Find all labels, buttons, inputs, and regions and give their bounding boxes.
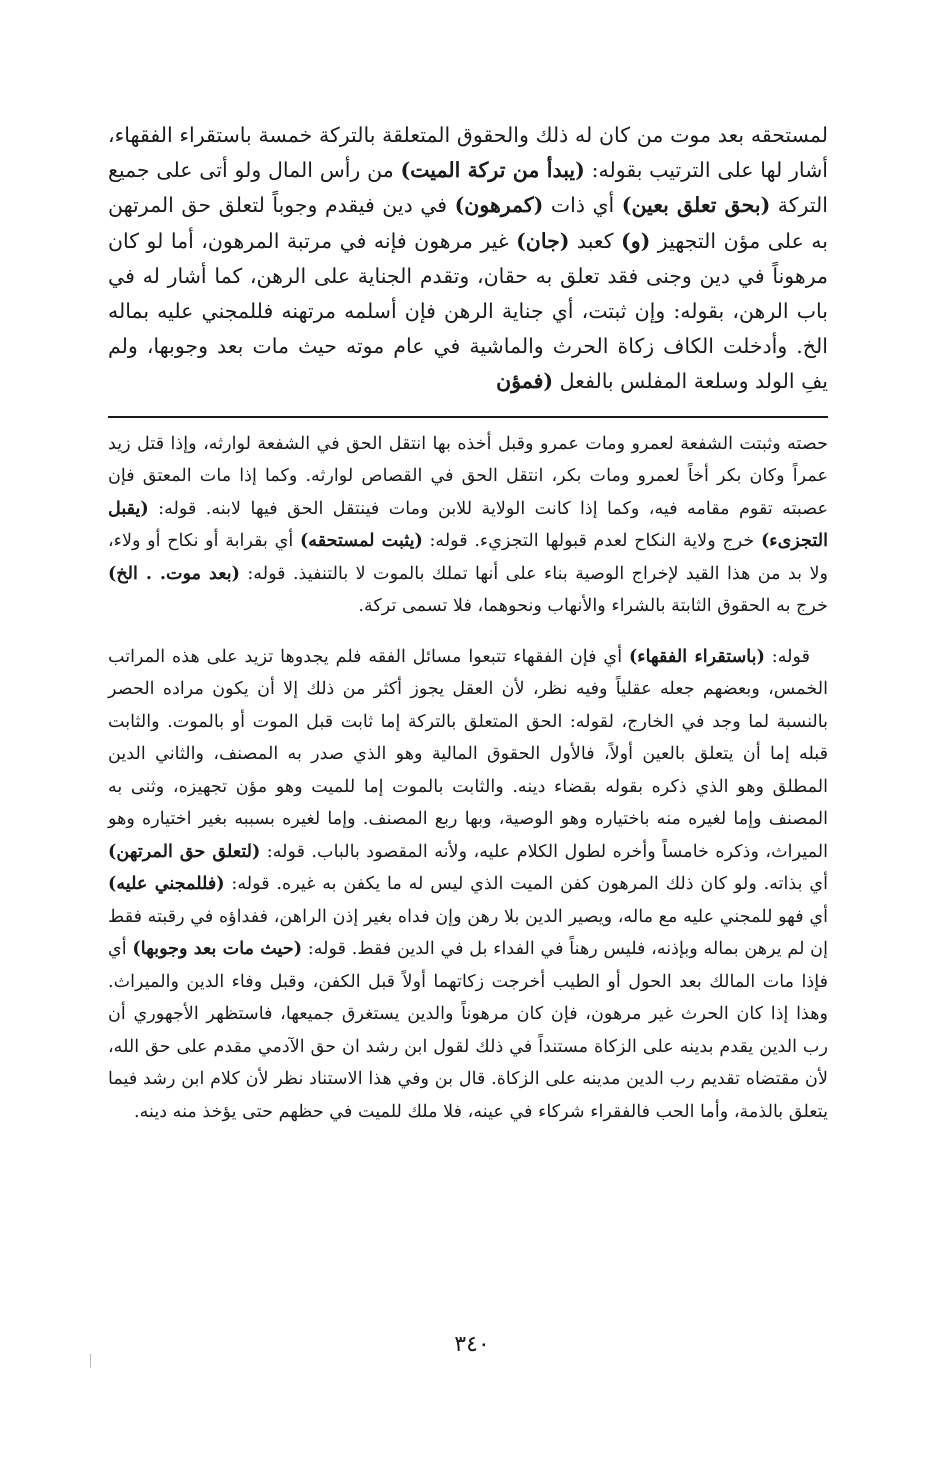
footnote-bold: (يثبت لمستحقه)	[299, 530, 423, 552]
footnote-run: أي فهو للمجني عليه مع ماله، ويصير الدين بلا رهن وإن فداه بغير إذن الراهن، ففداؤه في رقبته فقط إن لم يرهن بماله وبإذنه، فليس رهناً في الفداء بل في الدين فقط. قوله:	[108, 906, 828, 960]
main-text-run: أي ذات	[543, 193, 622, 218]
footnote-bold: (حيث مات بعد وجوبها)	[132, 938, 303, 960]
main-text-bold: (و)	[621, 228, 651, 253]
footnote-run: حصته وثبتت الشفعة لعمرو ومات عمرو وقبل أخذه بها انتقل الحق في الشفعة لوارثه، وإذا قتل زيد عمراً وكان بكر أخاً لعمرو ومات بكر، انتقل الحق في القصاص لوارثه. وكما إذا مات المعتق فإن عصبته تقوم مقامه فيه، وكما إذا كانت الولاية للابن ومات فينتقل الحق فيها لابنه. قوله:	[108, 433, 828, 519]
main-text-bold: (يبدأ من تركة الميت)	[400, 158, 585, 183]
page-content	[108, 118, 828, 1128]
footnote-paragraph-1	[108, 428, 828, 623]
footnote-run: قوله:	[764, 646, 810, 667]
main-text-bold: (فمؤن	[496, 369, 554, 394]
footnote-divider	[108, 416, 828, 418]
main-text-run: غير مرهون فإنه في مرتبة المرهون، أما لو كان مرهوناً في دين وجنى فقد تعلق به حقان، وتقدم الجناية على الرهن، كما أشار له في باب الرهن، بقوله: وإن ثبتت، أي جناية الرهن فإن أسلمه مرتهنه فللمجني عليه بماله الخ. وأدخلت الكاف زكاة الحرث والماشية في عام موته حيث مات بعد وجوبها، ولم يفِ الولد وسلعة المفلس بالفعل	[108, 228, 828, 394]
footnote-run: أي بقرابة أو نكاح أو ولاء، ولا بد من هذا القيد لإخراج الوصية بناء على أنها تملك بالموت لا بالتنفيذ. قوله:	[108, 531, 828, 584]
footnote-bold: (بعد موت. . الخ)	[108, 562, 240, 584]
margin-mark	[90, 1354, 91, 1368]
footnote-run: أي فإن الفقهاء تتبعوا مسائل الفقه فلم يجدوها تزيد على هذه المراتب الخمس، وبعضهم جعله عقلياً وفيه نظر، لأن العقل يجوز أكثر من ذلك إلا أن يكون مراده الحصر بالنسبة لما وجد في الخارج، لقوله: الحق المتعلق بالتركة إما ثابت قبل الموت أو بالموت. والثابت قبله إما أن يتعلق بالعين أولاً، فالأول الحقوق المالية وهو الذي صدر به المصنف، والثاني الدين المطلق وهو الذي ذكره بقوله بقضاء دينه. والثابت بالموت إما للميت وهو مؤن تجهيزه، وثنى به المصنف وإما لغيره منه باختياره وهو الوصية، وبها ربع المصنف. وإما لغيره بسببه بغير اختياره وهو الميراث، وذكره خامساً وأخره لطول الكلام عليه، ولأنه المقصود بالباب. قوله:	[108, 646, 829, 862]
footnote-run: خرج ولاية النكاح لعدم قبولها التجزيء. قوله:	[422, 531, 761, 552]
footnote-paragraph-2	[108, 641, 828, 1129]
main-text-paragraph	[108, 118, 828, 400]
footnote-bold: (يقبل التجزىء)	[108, 497, 828, 552]
footnote-run: خرج به الحقوق الثابتة بالشراء والأنهاب ونحوهما، فلا تسمى تركة.	[358, 596, 828, 617]
main-text-bold: (كمرهون)	[454, 193, 544, 218]
main-text-run: كعبد	[569, 228, 622, 253]
main-text-run: من رأس المال ولو أتى على جميع التركة	[108, 158, 828, 218]
footnote-run: أي فإذا مات المالك بعد الحول أو الطيب أخرجت زكاتهما أولاً قبل الكفن، وقبل وفاء الدين والميراث. وهذا إذا كان الحرث غير مرهون، فإن كان مرهوناً والدين يستغرق جميعها، فاستظهر الأجهوري أن رب الدين يقدم بدينه على الزكاة مستنداً في ذلك لقول ابن رشد ان حق الآدمي مقدم على حق الله، لأن مقتضاه تقديم رب الدين مدينه على الزكاة. قال بن وفي هذا الاستناد نظر لأن كلام ابن رشد فيما يتعلق بالذمة، وأما الحب فالفقراء شركاء في عينه، فلا ملك للميت في حظهم حتى يؤخذ منه دينه.	[108, 939, 828, 1122]
main-text-bold: (بحق تعلق بعين)	[621, 193, 771, 218]
footnote-gap	[108, 623, 828, 641]
footnote-bold: (فللمجني عليه)	[108, 873, 225, 895]
footnote-run: أي بذاته. ولو كان ذلك المرهون كفن الميت الذي ليس له ما يكفن به غيره. قوله:	[224, 874, 828, 895]
main-text-run: لمستحقه بعد موت من كان له ذلك والحقوق المتعلقة بالتركة خمسة باستقراء الفقهاء، أشار لها على الترتيب بقوله:	[108, 123, 828, 183]
main-text-run: في دين فيقدم وجوباً لتعلق حق المرتهن به على مؤن التجهيز	[108, 193, 828, 253]
main-text-bold: (جان)	[516, 228, 570, 253]
page-number: ٣٤٠	[454, 1332, 490, 1357]
footnote-bold: (باستقراء الفقهاء)	[628, 645, 765, 667]
footnote-bold: (لتعلق حق المرتهن)	[108, 840, 261, 862]
